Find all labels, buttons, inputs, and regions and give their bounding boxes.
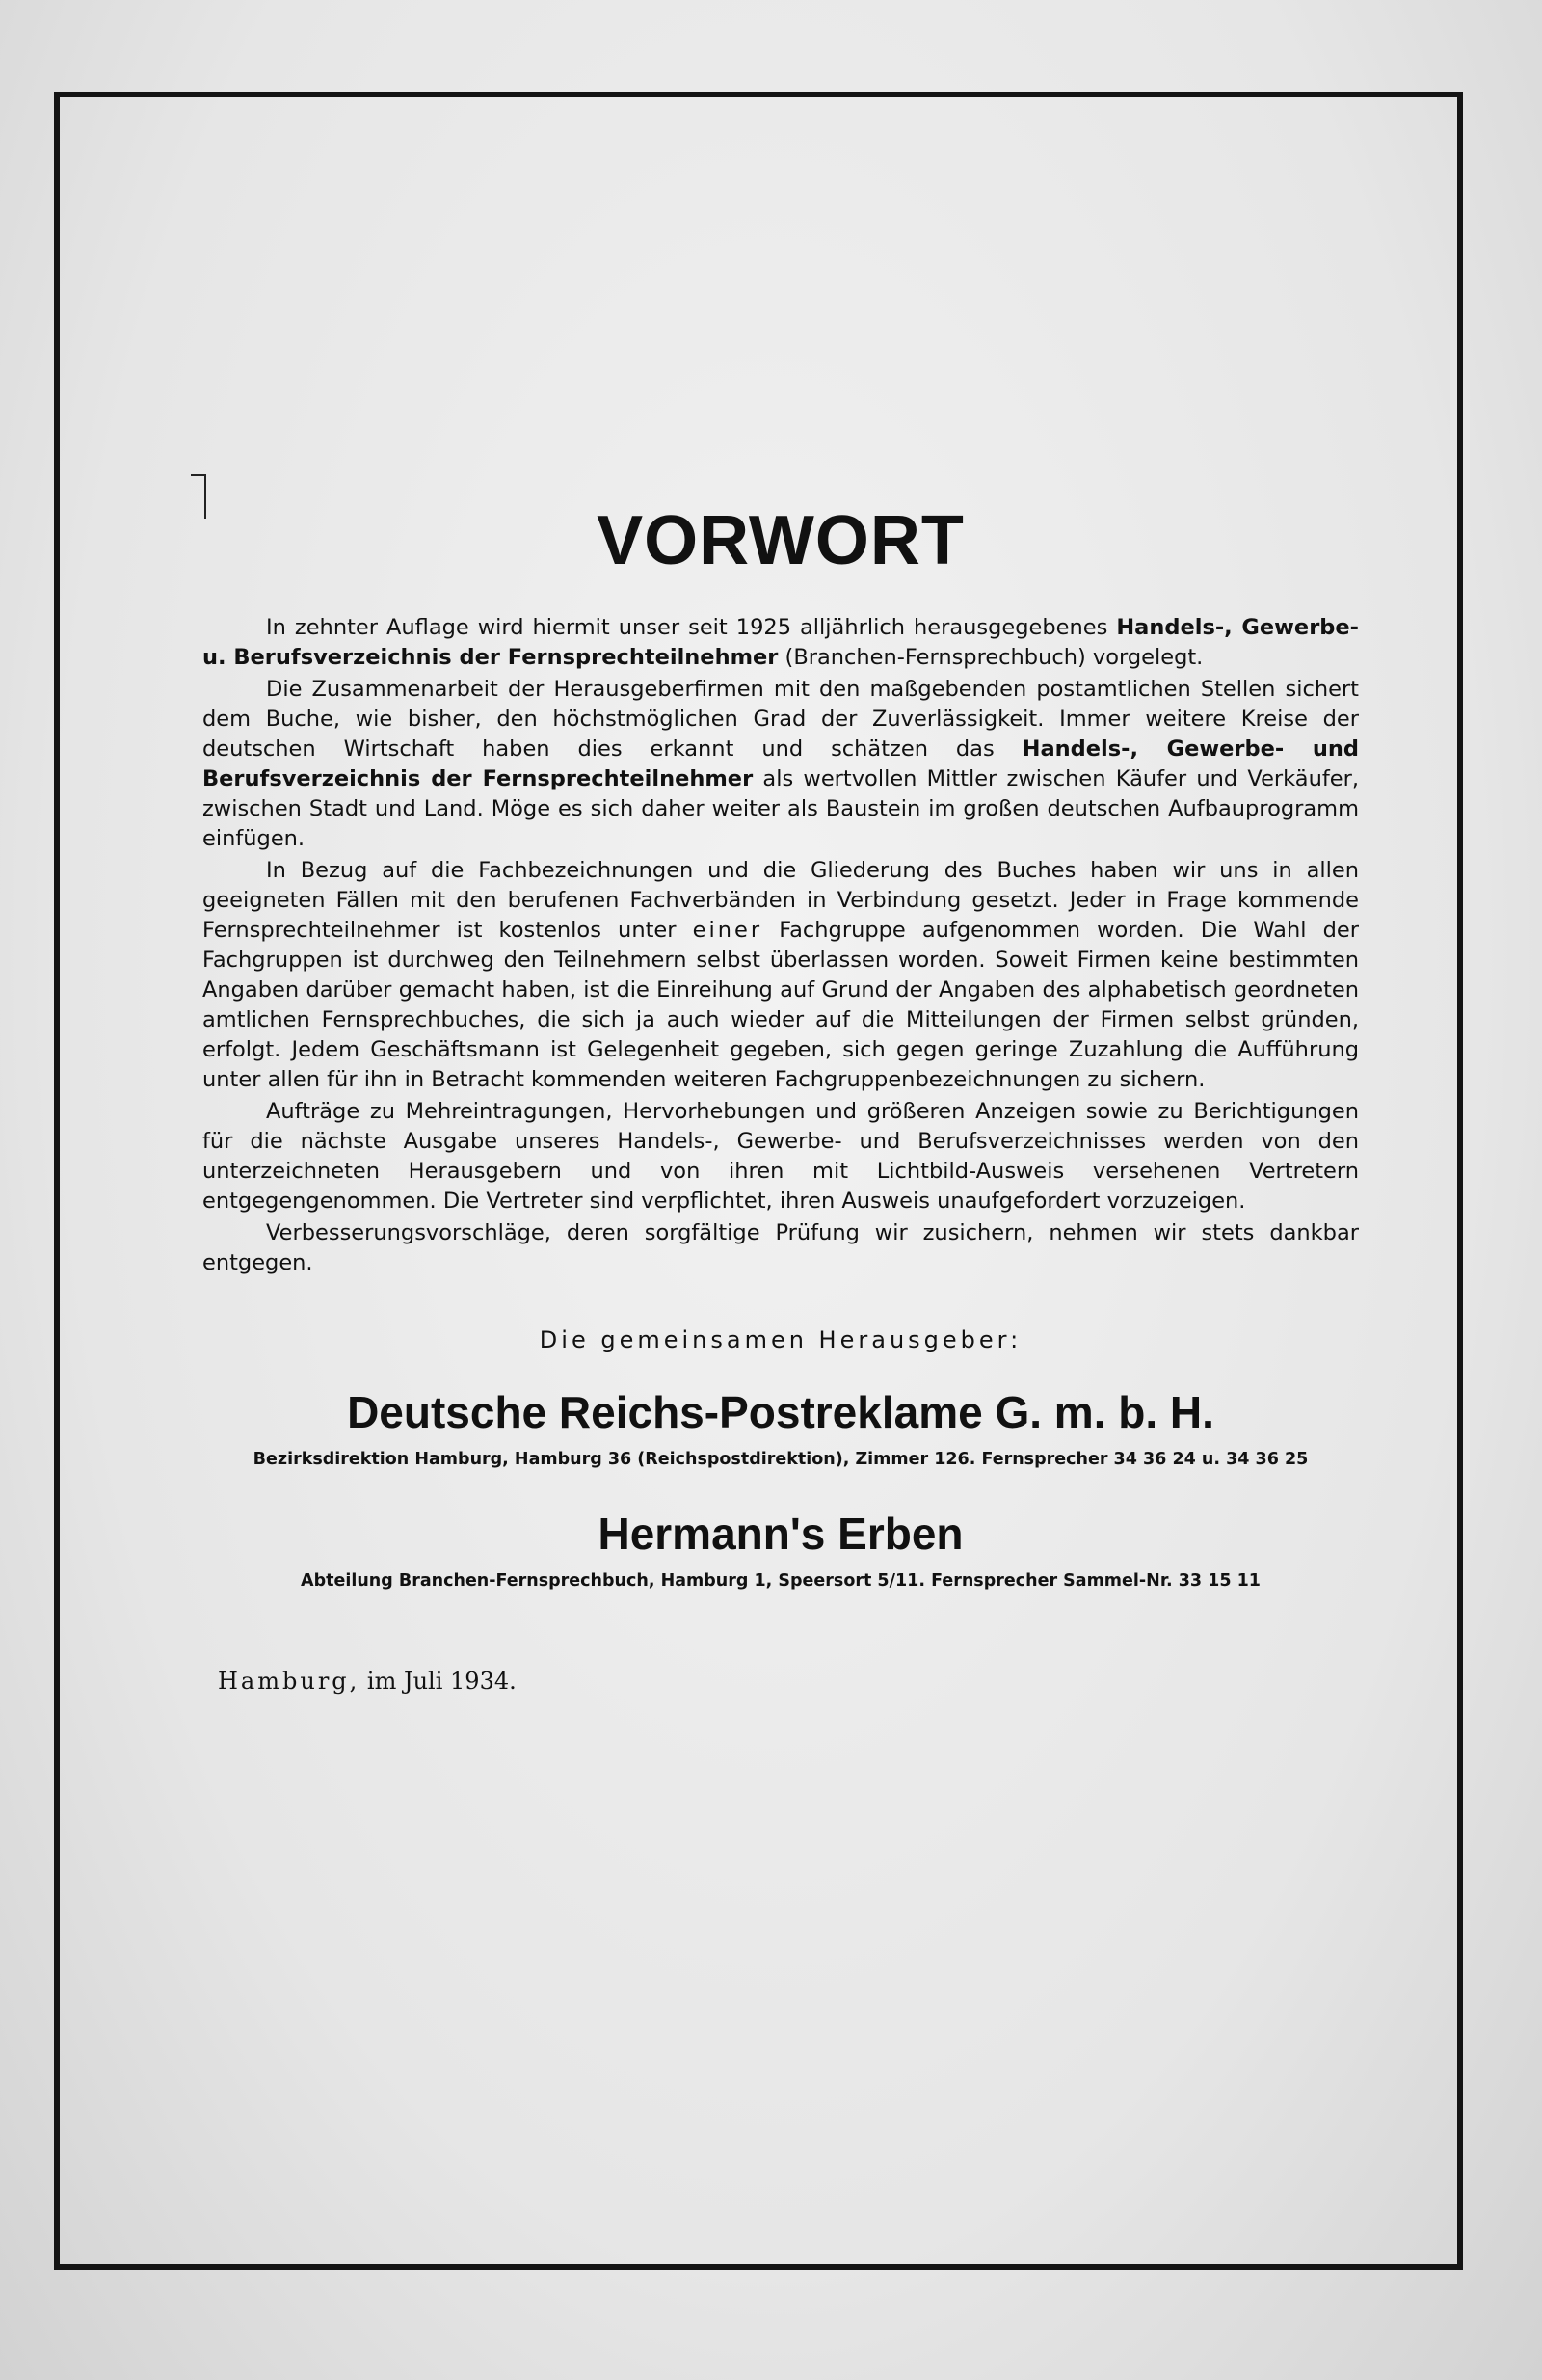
paragraph-5: Verbesserungsvorschläge, deren sorgfältige Prüfung wir zusichern, nehmen wir stets dankbar entgegen.: [202, 1220, 1359, 1275]
paragraph-3: [202, 856, 1359, 1095]
paragraph-2-bold: Handels-, Gewerbe- und Berufsverzeichnis der Fernsprechteilnehmer: [202, 736, 1359, 791]
preface-content: [202, 501, 1359, 1695]
publisher-2-name: Hermann's Erben: [598, 1509, 964, 1559]
date-rest: im Juli 1934.: [359, 1668, 517, 1695]
paragraph-2-text-a: Die Zusammenarbeit der Herausgeberfirmen mit den maßgebenden postamtlichen Stellen sichert dem Buche, wie bisher, den höchstmöglichen Grad der Zuverlässigkeit. Immer weitere Kreise der deutschen Wirtschaft haben dies erkannt und schätzen das: [202, 677, 1359, 762]
page-title: VORWORT: [597, 502, 965, 579]
paragraph-1-text-a: In zehnter Auflage wird hiermit unser seit 1925 alljährlich herausgegebenes: [266, 615, 1117, 640]
publisher-2-address: Abteilung Branchen-Fernsprechbuch, Hamburg 1, Speersort 5/11. Fernsprecher Sammel-Nr. 33 15 11: [301, 1571, 1261, 1591]
date-line: [218, 1668, 1359, 1695]
publisher-1-name: Deutsche Reichs-Postreklame G. m. b. H.: [347, 1387, 1214, 1437]
paragraph-3-text-a: In Bezug auf die Fachbezeichnungen und die Gliederung des Buches haben wir uns in allen geeigneten Fällen mit den berufenen Fachverbänden in Verbindung gesetzt. Jeder in Frage kommende Fernsprechteilnehmer ist kostenlos unter: [202, 858, 1359, 943]
paragraph-1: [202, 613, 1359, 673]
publishers-heading: Die gemeinsamen Herausgeber:: [539, 1326, 1023, 1353]
paragraph-1-text-c: (Branchen-Fernsprechbuch) vorgelegt.: [778, 645, 1204, 670]
paragraph-4: Aufträge zu Mehreintragungen, Hervorhebungen und größeren Anzeigen sowie zu Berichtigungen für die nächste Ausgabe unseres Handels-, Gewerbe- und Berufsverzeichnisses werden von den unterzeichneten Herausgebern und von ihren mit Lichtbild-Ausweis versehenen Vertretern entgegengenommen. Die Vertreter sind verpflichtet, ihren Ausweis unaufgefordert vorzuzeigen.: [202, 1099, 1359, 1214]
paragraph-3-text-c: Fachgruppe aufgenommen worden. Die Wahl der Fachgruppen ist durchweg den Teilnehmern selbst überlassen worden. Soweit Firmen keine bestimmten Angaben darüber gemacht haben, ist die Einreihung auf Grund der Angaben des alphabetisch geordneten amtlichen Fernsprechbuches, die sich ja auch wieder auf die Mitteilungen der Firmen selbst gründen, erfolgt. Jedem Geschäftsmann ist Gelegenheit gegeben, sich gegen geringe Zuzahlung die Aufführung unter allen für ihn in Betracht kommenden weiteren Fachgruppenbezeichnungen zu sichern.: [202, 918, 1360, 1092]
date-city: Hamburg,: [218, 1668, 360, 1695]
paragraph-2: [202, 675, 1359, 854]
paragraph-2-text-c: als wertvollen Mittler zwischen Käufer und Verkäufer, zwischen Stadt und Land. Möge es sich daher weiter als Baustein im großen deutschen Aufbauprogramm einfügen.: [202, 766, 1360, 851]
paragraph-1-bold: Handels-, Gewerbe- u. Berufsverzeichnis der Fernsprechteilnehmer: [202, 615, 1359, 670]
paragraph-3-emphasis: einer: [692, 918, 763, 943]
publisher-1-address: Bezirksdirektion Hamburg, Hamburg 36 (Reichspostdirektion), Zimmer 126. Fernsprecher 34 36 24 u. 34 36 25: [253, 1450, 1309, 1469]
